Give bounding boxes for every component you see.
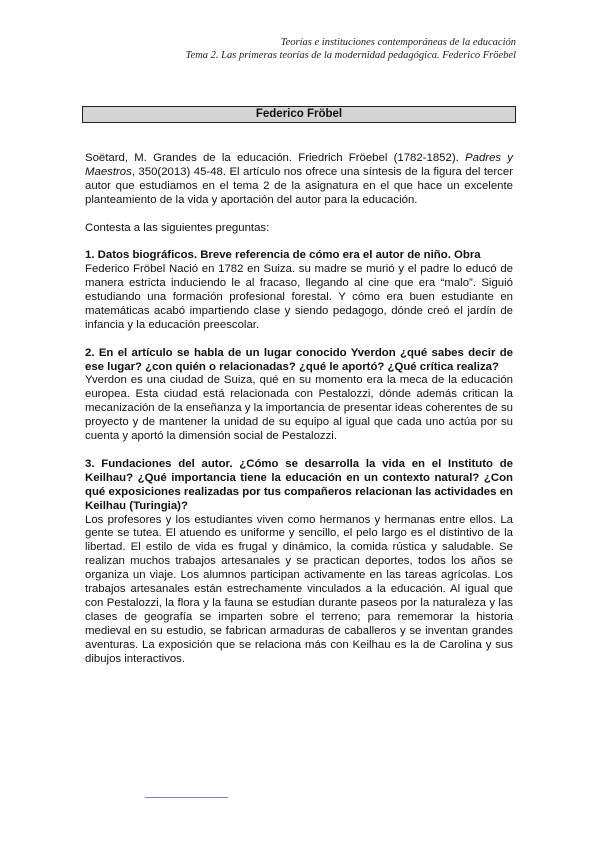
question-2: 2. En el artículo se habla de un lugar conocido Yverdon ¿qué sabes decir de ese lugar? ¿con quién o relacionadas? ¿qué le aportó? ¿Qué crítica realiza? <box>85 346 513 373</box>
question-1: 1. Datos biográficos. Breve referencia de cómo era el autor de niño. Obra <box>85 249 481 262</box>
reference-citation: Soëtard, M. Grandes de la educación. Friedrich Fröebel (1782-1852). <box>85 152 466 164</box>
answer-3: Los profesores y los estudiantes viven como hermanos y hermanas entre ellos. La gente se tutea. El atuendo es uniforme y sencillo, el pelo largo es el distintivo de la libertad. El estilo de vida es frugal y dinámico, la comida rústica y saludable. Se realizan muchos trabajos artesanales y se practican deportes, todos los años se organiza un viaje. Los alumnos participan activamente en las tareas agrícolas. Los trabajos artesanales están estrechamente vinculados a la educación. Al igual que con Pestalozzi, la flora y la fauna se estudian durante paseos por la naturaleza y las clases de geografía se imparten sobre el terreno; para rememorar la historia medieval en su estudio, se fabrican armaduras de caballeros y se inventan grandes aventuras. La exposición que se relaciona más con Keilhau es la de Carolina y sus dibujos interactivos. <box>85 513 513 665</box>
document-title: Federico Fröbel <box>82 106 516 123</box>
header-course-line: Teorías e instituciones contemporáneas de la educación <box>280 37 516 48</box>
instruction-text: Contesta a las siguientes preguntas: <box>85 221 270 234</box>
reference-journal: Padres y Maestros <box>85 152 514 178</box>
reference-summary: , 350(2013) 45-48. El artículo nos ofrece una síntesis de la figura del tercer autor que estudiamos en el tema 2 de la asignatura en el que hace un excelente planteamiento de la vida y aportación del autor para la educación. <box>85 165 513 206</box>
answer-1: Federico Fröbel Nació en 1782 en Suiza. su madre se murió y el padre lo educó de manera estricta induciendo le al fracaso, llegando al cine que era “malo”. Siguió estudiando una formación profesional forestal. Y cómo era buen estudiante en matemáticas acabó impartiendo clase y siendo pedagogo, dónde creó el jardín de infancia y la educación preescolar. <box>85 263 513 331</box>
document-body <box>85 152 513 666</box>
header-topic-line: Tema 2. Las primeras teorías de la modernidad pedagógica. Federico Fröebel <box>185 50 516 61</box>
question-3: 3. Fundaciones del autor. ¿Cómo se desarrolla la vida en el Instituto de Keilhau? ¿Qué importancia tiene la educación en un contexto natural? ¿Con qué exposiciones realizadas por tus compañeros relacionan las actividades en Keilhau (Turingia)? <box>85 457 513 512</box>
running-header <box>186 36 516 62</box>
footnote-separator <box>145 797 228 798</box>
answer-2: Yverdon es una ciudad de Suiza, qué en su momento era la meca de la educación europea. Esta ciudad está relacionada con Pestalozzi, dónde además critican la mecanización de la enseñanza y la importancia de presentar ideas coherentes de su proyecto y de mantener la unidad de su equipo al igual que cada uno actúa por su cuenta y aportó la dimensión social de Pestalozzi. <box>85 374 513 443</box>
reference-paragraph <box>85 152 513 208</box>
